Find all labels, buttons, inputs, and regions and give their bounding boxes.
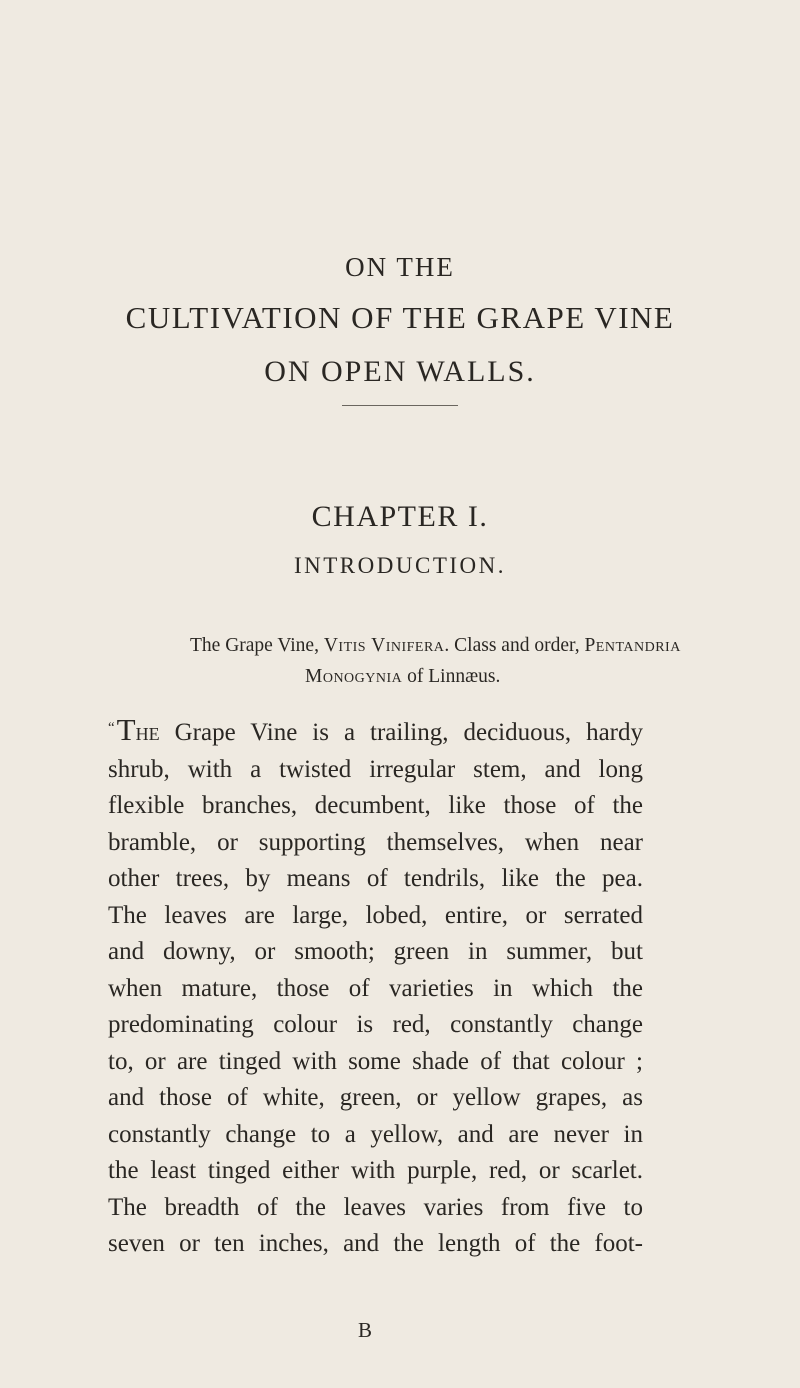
book-title: CULTIVATION OF THE GRAPE VINE xyxy=(125,300,675,335)
divider-rule xyxy=(342,405,458,406)
linnaean-order: Monogynia xyxy=(305,666,403,687)
botanical-note-text: The Grape Vine, xyxy=(190,635,324,656)
body-line: the least tinged either with purple, red, or scarlet. xyxy=(108,1157,643,1184)
signature-mark: B xyxy=(358,1318,373,1342)
body-line: bramble, or supporting themselves, when near xyxy=(108,828,643,856)
open-quote: “ xyxy=(108,720,115,736)
body-line: constantly change to a yellow, and are never in xyxy=(108,1120,643,1148)
drop-cap: T xyxy=(116,712,136,747)
body-line: shrub, with a twisted irregular stem, and long xyxy=(108,755,643,783)
heading-on-the: ON THE xyxy=(345,252,455,282)
body-line: and those of white, green, or yellow grapes, as xyxy=(108,1084,643,1111)
body-line-text: Grape Vine is a trailing, deciduous, hardy xyxy=(159,719,643,746)
body-paragraph xyxy=(108,710,643,1263)
body-line: to, or are tinged with some shade of that colour ; xyxy=(108,1047,643,1075)
linnaean-class: Pentandria xyxy=(584,635,681,656)
botanical-note-text: . Class and order, xyxy=(444,635,585,656)
chapter-label: CHAPTER I. xyxy=(311,500,489,533)
body-line: predominating colour is red, constantly change xyxy=(108,1011,643,1038)
body-line: The leaves are large, lobed, entire, or serrated xyxy=(108,901,643,929)
botanical-note-line1 xyxy=(190,630,681,661)
body-line: seven or ten inches, and the length of the foot- xyxy=(108,1230,643,1257)
body-line: and downy, or smooth; green in summer, but xyxy=(108,938,643,965)
body-line: flexible branches, decumbent, like those of the xyxy=(108,792,643,819)
first-word-rest: he xyxy=(135,719,160,746)
body-line: The breadth of the leaves varies from five to xyxy=(108,1193,643,1221)
botanical-name: Vitis Vinifera xyxy=(323,635,445,656)
book-subtitle: ON OPEN WALLS. xyxy=(264,355,536,388)
body-line: other trees, by means of tendrils, like the pea. xyxy=(108,865,643,892)
chapter-name: INTRODUCTION. xyxy=(293,553,506,578)
botanical-note-line2 xyxy=(305,661,500,692)
botanical-note-text: of Linnæus. xyxy=(402,666,501,687)
body-line xyxy=(108,710,643,752)
body-line: when mature, those of varieties in which the xyxy=(108,974,643,1002)
